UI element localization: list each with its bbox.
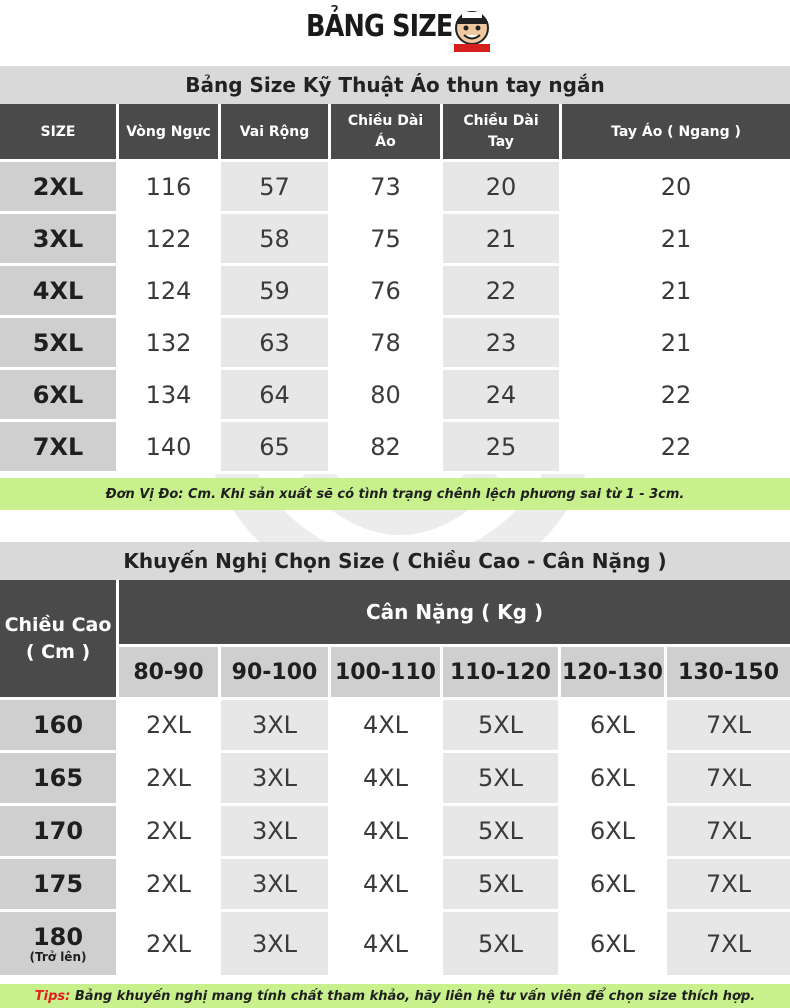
size-measure-cell: 122 — [119, 214, 221, 266]
recommended-size-cell: 7XL — [667, 700, 790, 753]
recommended-size-cell: 5XL — [443, 859, 561, 912]
size-measure-cell: 23 — [443, 318, 562, 370]
recommended-size-cell: 7XL — [667, 912, 790, 978]
recommend-table — [0, 580, 790, 978]
weight-range-header: 110-120 — [443, 647, 561, 700]
size-measure-cell: 22 — [562, 422, 790, 474]
recommended-size-cell: 5XL — [443, 700, 561, 753]
recommended-size-cell: 6XL — [561, 912, 667, 978]
recommended-size-cell: 3XL — [221, 700, 331, 753]
height-label — [0, 753, 119, 806]
recommend-header-row — [0, 580, 790, 647]
tips-label: Tips: — [34, 988, 71, 1004]
recommend-row — [0, 912, 790, 978]
recommended-size-cell: 6XL — [561, 700, 667, 753]
size-measure-cell: 21 — [562, 266, 790, 318]
size-measure-cell: 25 — [443, 422, 562, 474]
size-measure-cell: 59 — [221, 266, 331, 318]
weight-range-header: 120-130 — [561, 647, 667, 700]
recommend-table-body — [0, 700, 790, 978]
height-value: 170 — [32, 817, 84, 845]
recommended-size-cell: 2XL — [119, 912, 221, 978]
col-header-sleeve-length: Chiều Dài Tay — [443, 104, 562, 162]
weight-range-row — [0, 647, 790, 700]
size-row — [0, 162, 790, 214]
tips-note — [0, 984, 790, 1008]
recommended-size-cell: 6XL — [561, 753, 667, 806]
recommended-size-cell: 3XL — [221, 859, 331, 912]
size-label: 6XL — [0, 370, 119, 422]
size-measure-cell: 57 — [221, 162, 331, 214]
col-header-body-length: Chiều Dài Áo — [331, 104, 443, 162]
recommended-size-cell: 7XL — [667, 859, 790, 912]
weight-range-header: 130-150 — [667, 647, 790, 700]
recommend-row — [0, 859, 790, 912]
height-value: 165 — [32, 764, 84, 792]
tips-text: Bảng khuyến nghị mang tính chất tham khảo, hãy liên hệ tư vấn viên để chọn size thích hợp. — [70, 988, 756, 1004]
size-label: 3XL — [0, 214, 119, 266]
size-row — [0, 318, 790, 370]
size-measure-cell: 24 — [443, 370, 562, 422]
size-measure-cell: 58 — [221, 214, 331, 266]
size-table-title — [0, 66, 790, 104]
recommended-size-cell: 5XL — [443, 753, 561, 806]
recommended-size-cell: 4XL — [331, 753, 443, 806]
height-header: Chiều Cao ( Cm ) — [0, 580, 119, 700]
recommend-table-title — [0, 542, 790, 580]
recommend-table-title-text: Khuyến Nghị Chọn Size ( Chiều Cao - Cân Nặng ) — [123, 549, 667, 573]
recommended-size-cell: 6XL — [561, 859, 667, 912]
weight-range-header: 90-100 — [221, 647, 331, 700]
mascot-logo-icon — [448, 2, 496, 54]
weight-header: Cân Nặng ( Kg ) — [119, 580, 790, 647]
recommended-size-cell: 4XL — [331, 700, 443, 753]
recommended-size-cell: 2XL — [119, 806, 221, 859]
size-row — [0, 214, 790, 266]
size-measure-cell: 21 — [443, 214, 562, 266]
size-label: 7XL — [0, 422, 119, 474]
size-measure-cell: 75 — [331, 214, 443, 266]
height-label — [0, 859, 119, 912]
size-label: 2XL — [0, 162, 119, 214]
size-measure-cell: 63 — [221, 318, 331, 370]
recommended-size-cell: 3XL — [221, 806, 331, 859]
height-value: 175 — [32, 870, 84, 898]
size-table-body — [0, 162, 790, 474]
size-measure-cell: 82 — [331, 422, 443, 474]
recommend-row — [0, 700, 790, 753]
recommended-size-cell: 2XL — [119, 700, 221, 753]
recommended-size-cell: 7XL — [667, 806, 790, 859]
size-measure-cell: 76 — [331, 266, 443, 318]
size-label: 5XL — [0, 318, 119, 370]
recommended-size-cell: 5XL — [443, 806, 561, 859]
height-label — [0, 912, 119, 978]
size-measure-cell: 116 — [119, 162, 221, 214]
size-table-title-text: Bảng Size Kỹ Thuật Áo thun tay ngắn — [185, 73, 605, 97]
page-title: BẢNG SIZE — [306, 9, 453, 44]
recommended-size-cell: 2XL — [119, 753, 221, 806]
size-measure-cell: 22 — [562, 370, 790, 422]
recommended-size-cell: 3XL — [221, 753, 331, 806]
col-header-shoulder: Vai Rộng — [221, 104, 331, 162]
size-measure-cell: 21 — [562, 318, 790, 370]
size-measure-cell: 132 — [119, 318, 221, 370]
size-measure-cell: 22 — [443, 266, 562, 318]
size-measure-cell: 140 — [119, 422, 221, 474]
size-measure-cell: 134 — [119, 370, 221, 422]
col-header-chest: Vòng Ngực — [119, 104, 221, 162]
size-table — [0, 104, 790, 474]
size-row — [0, 266, 790, 318]
size-measure-cell: 73 — [331, 162, 443, 214]
height-label — [0, 700, 119, 753]
height-sub-label: (Trở lên) — [29, 949, 87, 964]
recommended-size-cell: 3XL — [221, 912, 331, 978]
height-value: 160 — [32, 711, 84, 739]
size-measure-cell: 78 — [331, 318, 443, 370]
recommended-size-cell: 6XL — [561, 806, 667, 859]
recommended-size-cell: 4XL — [331, 859, 443, 912]
size-measure-cell: 21 — [562, 214, 790, 266]
page-header — [0, 0, 790, 66]
size-measure-cell: 65 — [221, 422, 331, 474]
size-measure-cell: 20 — [562, 162, 790, 214]
size-measure-cell: 64 — [221, 370, 331, 422]
recommended-size-cell: 5XL — [443, 912, 561, 978]
size-row — [0, 422, 790, 474]
weight-range-header: 100-110 — [331, 647, 443, 700]
recommended-size-cell: 7XL — [667, 753, 790, 806]
size-table-header-row — [0, 104, 790, 162]
col-header-size: SIZE — [0, 104, 119, 162]
measurement-note — [0, 478, 790, 510]
recommend-row — [0, 806, 790, 859]
size-measure-cell: 80 — [331, 370, 443, 422]
size-measure-cell: 20 — [443, 162, 562, 214]
size-label: 4XL — [0, 266, 119, 318]
recommended-size-cell: 2XL — [119, 859, 221, 912]
weight-range-header: 80-90 — [119, 647, 221, 700]
height-label — [0, 806, 119, 859]
col-header-sleeve-width: Tay Áo ( Ngang ) — [562, 104, 790, 162]
recommend-row — [0, 753, 790, 806]
recommended-size-cell: 4XL — [331, 912, 443, 978]
size-measure-cell: 124 — [119, 266, 221, 318]
size-row — [0, 370, 790, 422]
height-value: 180 — [32, 922, 84, 951]
recommended-size-cell: 4XL — [331, 806, 443, 859]
measurement-note-text: Đơn Vị Đo: Cm. Khi sản xuất sẽ có tình trạng chênh lệch phương sai từ 1 - 3cm. — [105, 486, 685, 502]
